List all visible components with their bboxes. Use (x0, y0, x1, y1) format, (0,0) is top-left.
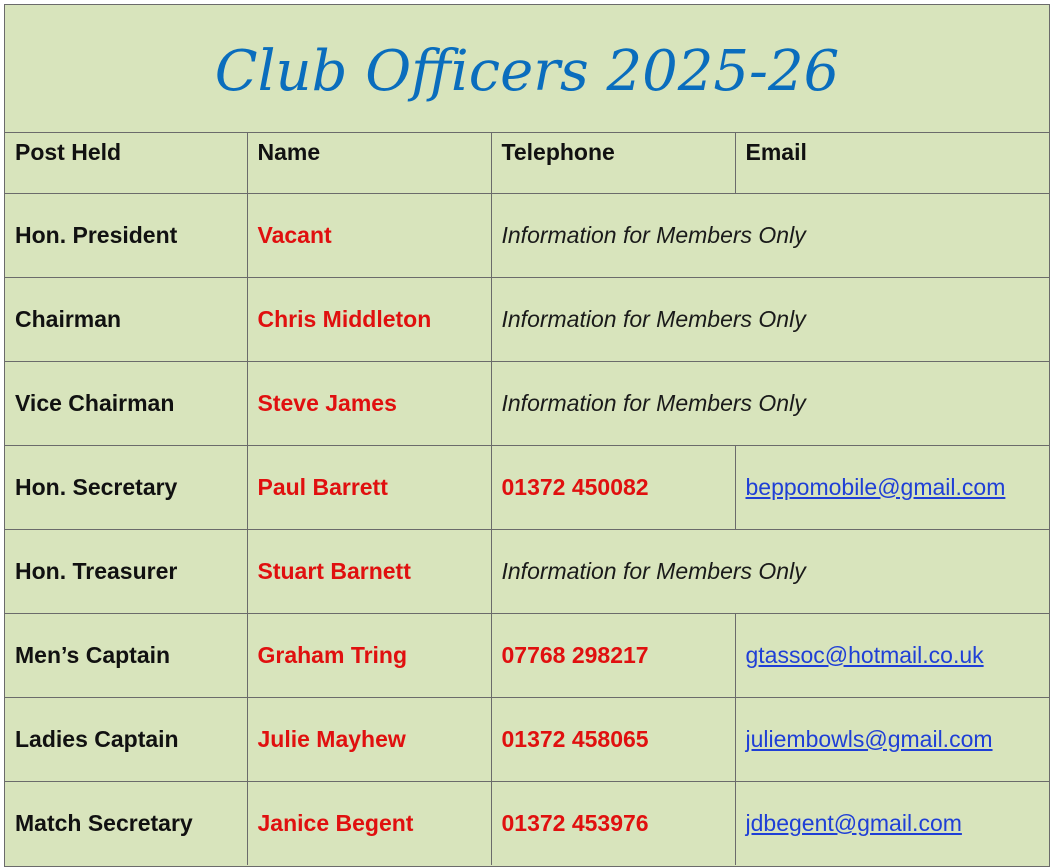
officers-table (5, 133, 1049, 865)
header-name: Name (247, 133, 491, 193)
telephone-cell: 01372 450082 (491, 445, 735, 529)
members-only-cell: Information for Members Only (491, 529, 1049, 613)
email-link[interactable]: beppomobile@gmail.com (745, 473, 1006, 500)
telephone-cell: 01372 453976 (491, 781, 735, 865)
name-cell: Stuart Barnett (247, 529, 491, 613)
members-only-cell: Information for Members Only (491, 193, 1049, 277)
telephone-cell: 01372 458065 (491, 697, 735, 781)
page-title: Club Officers 2025-26 (214, 39, 840, 104)
post-cell: Match Secretary (5, 781, 247, 865)
header-email: Email (735, 133, 1049, 193)
telephone-cell: 07768 298217 (491, 613, 735, 697)
table-row (5, 445, 1049, 529)
post-cell: Vice Chairman (5, 361, 247, 445)
email-cell (735, 613, 1049, 697)
table-row (5, 193, 1049, 277)
email-cell (735, 697, 1049, 781)
name-cell: Graham Tring (247, 613, 491, 697)
header-post: Post Held (5, 133, 247, 193)
table-row (5, 781, 1049, 865)
officers-sheet (4, 4, 1050, 867)
header-telephone: Telephone (491, 133, 735, 193)
name-cell: Julie Mayhew (247, 697, 491, 781)
post-cell: Chairman (5, 277, 247, 361)
members-only-cell: Information for Members Only (491, 277, 1049, 361)
name-cell: Steve James (247, 361, 491, 445)
post-cell: Hon. President (5, 193, 247, 277)
table-row (5, 277, 1049, 361)
post-cell: Hon. Secretary (5, 445, 247, 529)
name-cell: Paul Barrett (247, 445, 491, 529)
post-cell: Men’s Captain (5, 613, 247, 697)
post-cell: Hon. Treasurer (5, 529, 247, 613)
name-cell: Vacant (247, 193, 491, 277)
email-cell (735, 445, 1049, 529)
table-row (5, 529, 1049, 613)
title-banner (5, 5, 1049, 133)
email-link[interactable]: gtassoc@hotmail.co.uk (745, 641, 984, 668)
table-row (5, 613, 1049, 697)
post-cell: Ladies Captain (5, 697, 247, 781)
members-only-cell: Information for Members Only (491, 361, 1049, 445)
name-cell: Janice Begent (247, 781, 491, 865)
table-row (5, 361, 1049, 445)
header-row (5, 133, 1049, 193)
email-link[interactable]: jdbegent@gmail.com (745, 809, 962, 836)
email-link[interactable]: juliembowls@gmail.com (745, 725, 993, 752)
email-cell (735, 781, 1049, 865)
name-cell: Chris Middleton (247, 277, 491, 361)
table-row (5, 697, 1049, 781)
